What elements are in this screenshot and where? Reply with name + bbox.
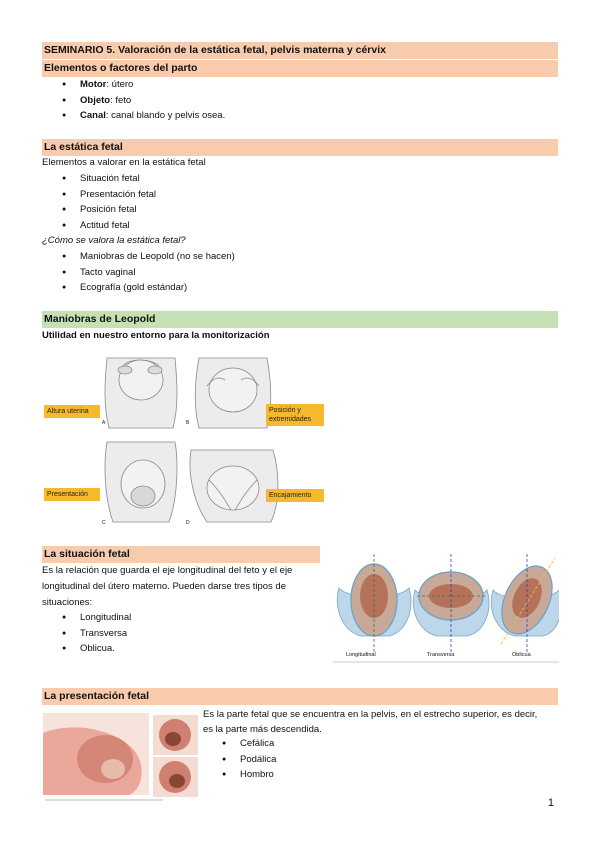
list-item: ● Presentación fetal [62,187,156,203]
factores-list [62,77,225,124]
list-item: ● Tacto vaginal [62,265,235,281]
list-item: ● Podálica [222,752,276,768]
presentacion-list [222,736,276,783]
figure-letter: D [186,520,190,526]
label-altura-uterina: Altura uterina [44,405,100,418]
list-item: ● Maniobras de Leopold (no se hacen) [62,249,235,265]
figure-label-longitudinal: Longitudinal [346,652,376,658]
estatica-methods-list [62,249,235,296]
page-number: 1 [547,797,554,809]
list-item: ● Actitud fetal [62,218,156,234]
estatica-question: ¿Cómo se valora la estática fetal? [42,235,186,246]
list-item: ● Cefálica [222,736,276,752]
presentacion-illustration [43,713,200,803]
estatica-elements-list [62,171,156,233]
list-item: ● Longitudinal [62,610,131,626]
list-item: ● Hombro [222,767,276,783]
figure-label-transversa: Transversa [427,652,455,658]
figure-letter: C [102,520,106,526]
leopold-subheading: Utilidad en nuestro entorno para la monitorización [42,330,270,341]
presentacion-text-line: Es la parte fetal que se encuentra en la pelvis, en el estrecho superior, es decir, [203,709,538,720]
section-heading-presentacion: La presentación fetal [42,688,558,705]
situacion-text-line: situaciones: [42,597,93,608]
list-item: ● Objeto: feto [62,93,225,109]
label-posicion-extremidades: Posición y extremidades [266,404,324,426]
presentacion-text-line: es la parte más descendida. [203,724,322,735]
label-encajamiento: Encajamiento [266,489,324,502]
list-item: ● Canal: canal blando y pelvis osea. [62,108,225,124]
section-heading-estatica: La estática fetal [42,139,558,156]
list-item: ● Situación fetal [62,171,156,187]
list-item: ● Motor: útero [62,77,225,93]
label-presentacion: Presentación [44,488,100,501]
list-item: ● Transversa [62,626,131,642]
situacion-text-line: longitudinal del útero materno. Pueden darse tres tipos de [42,581,286,592]
section-heading-leopold: Maniobras de Leopold [42,311,558,328]
situacion-text-line: Es la relación que guarda el eje longitudinal del feto y el eje [42,565,293,576]
section-heading-factores: Elementos o factores del parto [42,60,558,77]
situacion-illustration [333,548,559,664]
page-title: SEMINARIO 5. Valoración de la estática fetal, pelvis materna y cérvix [42,42,558,59]
figure-letter: A [102,420,106,426]
situacion-list [62,610,131,657]
list-item: ● Ecografía (gold estándar) [62,280,235,296]
figure-label-oblicua: Oblicua [512,652,531,658]
leopold-illustration [95,350,285,530]
figure-letter: B [186,420,190,426]
list-item: ● Oblicua. [62,641,131,657]
section-heading-situacion: La situación fetal [42,546,320,563]
estatica-intro: Elementos a valorar en la estática fetal [42,157,206,168]
list-item: ● Posición fetal [62,202,156,218]
